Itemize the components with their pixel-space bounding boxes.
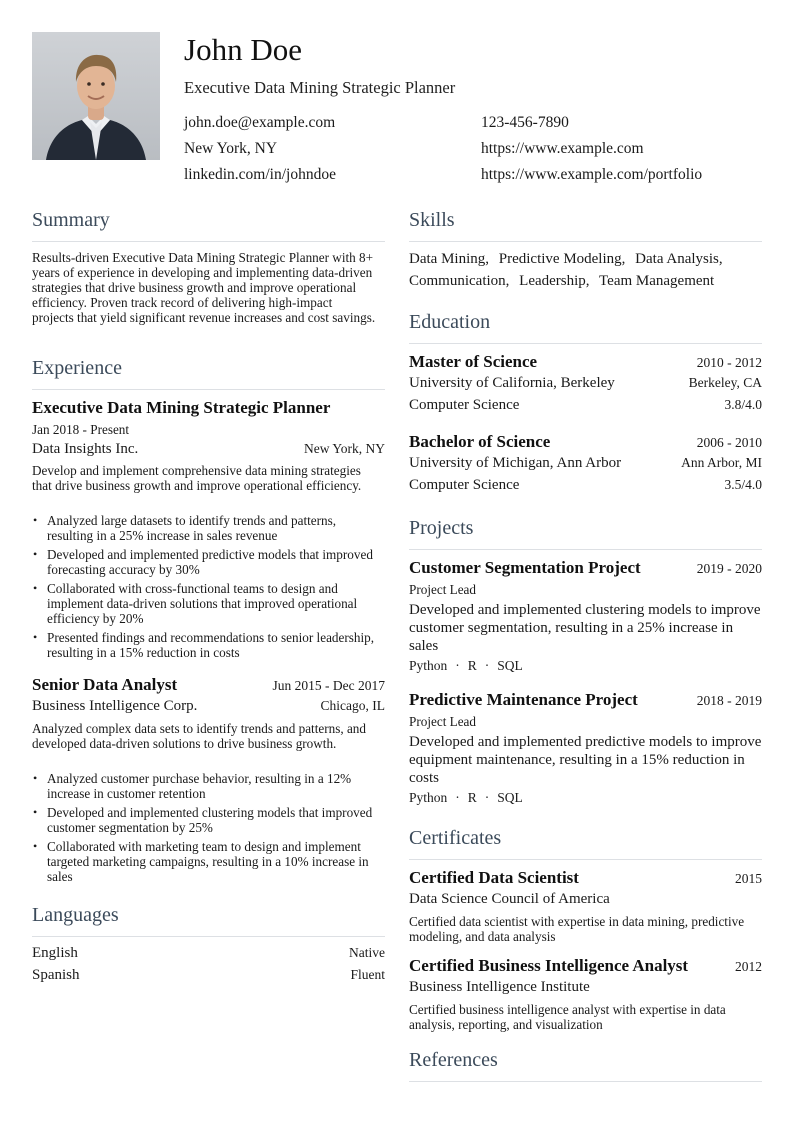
certificate-description: Certified business intelligence analyst with expertise in data analysis, reporting, and visualization (409, 1002, 726, 1032)
contact-website[interactable]: https://www.example.com (481, 140, 644, 157)
skills-list (409, 248, 762, 292)
profile-photo (32, 32, 160, 160)
education-school: University of California, Berkeley (409, 375, 615, 391)
education-field: Computer Science (409, 477, 520, 493)
language-level: Fluent (350, 967, 385, 982)
certificate-issuer: Business Intelligence Institute (409, 979, 590, 995)
tag-separator: · (455, 658, 460, 673)
skill-item: Communication, (409, 273, 510, 289)
education-title-row (409, 432, 762, 452)
contact-portfolio[interactable]: https://www.example.com/portfolio (481, 166, 703, 183)
contact-phone[interactable]: 123-456-7890 (481, 114, 569, 131)
languages-section (32, 902, 385, 937)
language-name: English (32, 945, 78, 961)
skill-item: Team Management (599, 273, 715, 289)
candidate-headline: Executive Data Mining Strategic Planner (184, 78, 456, 97)
certificate-issuer: Data Science Council of America (409, 891, 610, 907)
education-dates: 2006 - 2010 (696, 435, 762, 450)
contact-location: New York, NY (184, 140, 278, 157)
experience-dates: Jun 2015 - Dec 2017 (272, 678, 385, 693)
project-dates: 2019 - 2020 (696, 561, 762, 576)
education-location: Berkeley, CA (688, 375, 762, 390)
experience-bullet: • Presented findings and recommendations to senior leadership, resulting in a 15% reduction in costs (32, 630, 385, 660)
experience-bullet: • Analyzed customer purchase behavior, resulting in a 12% increase in customer retention (32, 771, 385, 801)
certificate-year: 2015 (735, 871, 762, 886)
experience-bullet: • Collaborated with marketing team to design and implement targeted marketing campaigns, resulting in a 10% increase in sales (32, 839, 385, 884)
experience-company: Business Intelligence Corp. (32, 698, 198, 714)
experience-title-row (32, 675, 385, 695)
experience-bullet: • Collaborated with cross-functional teams to design and implement data-driven solutions that improved operational efficiency by 20% (32, 581, 385, 626)
language-row (32, 945, 385, 962)
certificate-name: Certified Business Intelligence Analyst (409, 956, 689, 975)
project-role: Project Lead (409, 714, 477, 729)
education-field-row (409, 397, 762, 414)
summary-heading: Summary (32, 209, 110, 231)
experience-section (32, 355, 385, 390)
references-heading: References (409, 1049, 498, 1071)
education-school-row (409, 375, 762, 392)
project-tags (409, 790, 523, 806)
certificate-name: Certified Data Scientist (409, 868, 579, 887)
project-tag: Python (409, 658, 448, 673)
project-tags (409, 658, 523, 674)
project-tag: SQL (497, 658, 523, 673)
certificates-divider (409, 859, 762, 860)
certificate-title-row (409, 868, 762, 888)
certificates-section (409, 825, 762, 860)
experience-description: Develop and implement comprehensive data mining strategies that drive business growth and improve operational efficiency. (32, 463, 362, 493)
experience-bullets (32, 513, 385, 664)
projects-divider (409, 549, 762, 550)
education-title-row (409, 352, 762, 372)
experience-bullets (32, 771, 385, 888)
education-school-row (409, 455, 762, 472)
experience-bullet: • Developed and implemented predictive models that improved forecasting accuracy by 30% (32, 547, 385, 577)
skills-heading: Skills (409, 209, 455, 231)
summary-section (32, 207, 385, 242)
experience-bullet: • Analyzed large datasets to identify trends and patterns, resulting in a 25% increase in sales revenue (32, 513, 385, 543)
experience-company: Data Insights Inc. (32, 441, 139, 457)
certificates-heading: Certificates (409, 827, 502, 849)
project-tag: R (467, 658, 477, 673)
education-location: Ann Arbor, MI (681, 455, 762, 470)
education-gpa: 3.5/4.0 (724, 477, 762, 492)
project-role: Project Lead (409, 582, 477, 597)
education-field-row (409, 477, 762, 494)
contact-linkedin[interactable]: linkedin.com/in/johndoe (184, 166, 336, 183)
education-heading: Education (409, 311, 491, 333)
project-name: Customer Segmentation Project (409, 558, 641, 577)
candidate-name: John Doe (184, 32, 302, 67)
project-name: Predictive Maintenance Project (409, 690, 638, 709)
certificate-description: Certified data scientist with expertise in data mining, predictive modeling, and data analysis (409, 914, 745, 944)
profile-photo-image (32, 32, 160, 160)
experience-divider (32, 389, 385, 390)
project-description: Developed and implemented predictive models to improve equipment maintenance, resulting in a 15% reduction in costs (409, 734, 762, 786)
education-divider (409, 343, 762, 344)
experience-company-row (32, 698, 385, 715)
languages-divider (32, 936, 385, 937)
education-field: Computer Science (409, 397, 520, 413)
tag-separator: · (455, 790, 460, 805)
projects-section (409, 515, 762, 550)
contact-email[interactable]: john.doe@example.com (184, 114, 336, 131)
project-description: Developed and implemented clustering models to improve customer segmentation, resulting in a 25% increase in sales (409, 602, 761, 654)
project-title-row (409, 690, 762, 710)
certificate-title-row (409, 956, 762, 976)
references-divider (409, 1081, 762, 1082)
education-degree: Bachelor of Science (409, 432, 551, 451)
skill-item: Leadership, (519, 273, 590, 289)
skill-item: Data Mining, (409, 251, 489, 267)
project-dates: 2018 - 2019 (696, 693, 762, 708)
experience-company-row (32, 441, 385, 458)
education-school: University of Michigan, Ann Arbor (409, 455, 622, 471)
education-section (409, 309, 762, 344)
education-gpa: 3.8/4.0 (724, 397, 762, 412)
references-section (409, 1047, 762, 1082)
experience-description: Analyzed complex data sets to identify trends and patterns, and developed data-driven solutions to drive business growth. (32, 721, 366, 751)
certificate-year: 2012 (735, 959, 762, 974)
project-tag: SQL (497, 790, 523, 805)
project-title-row (409, 558, 762, 578)
tag-separator: · (484, 658, 490, 673)
skill-item: Predictive Modeling, (498, 251, 626, 267)
experience-heading: Experience (32, 357, 122, 379)
education-dates: 2010 - 2012 (696, 355, 762, 370)
education-degree: Master of Science (409, 352, 538, 371)
tag-separator: · (484, 790, 490, 805)
experience-location: New York, NY (303, 441, 385, 456)
language-row (32, 967, 385, 984)
summary-divider (32, 241, 385, 242)
projects-heading: Projects (409, 517, 474, 539)
skills-divider (409, 241, 762, 242)
project-tag: R (467, 790, 477, 805)
experience-role: Senior Data Analyst (32, 675, 178, 694)
experience-role: Executive Data Mining Strategic Planner (32, 398, 331, 417)
language-level: Native (349, 945, 385, 960)
experience-bullet: • Developed and implemented clustering models that improved customer segmentation by 25% (32, 805, 385, 835)
project-tag: Python (409, 790, 448, 805)
languages-heading: Languages (32, 904, 119, 926)
skill-item: Data Analysis, (635, 251, 723, 267)
summary-text: Results-driven Executive Data Mining Strategic Planner with 8+ years of experience in developing and implementing data-driven strategies that drive business growth and improve operational efficiency. Proven track record of delivering high-impact projects that yield significant revenue increases and cost savings. (32, 250, 376, 325)
language-name: Spanish (32, 967, 80, 983)
experience-dates: Jan 2018 - Present (32, 422, 130, 437)
experience-location: Chicago, IL (320, 698, 385, 713)
skills-section (409, 207, 762, 242)
